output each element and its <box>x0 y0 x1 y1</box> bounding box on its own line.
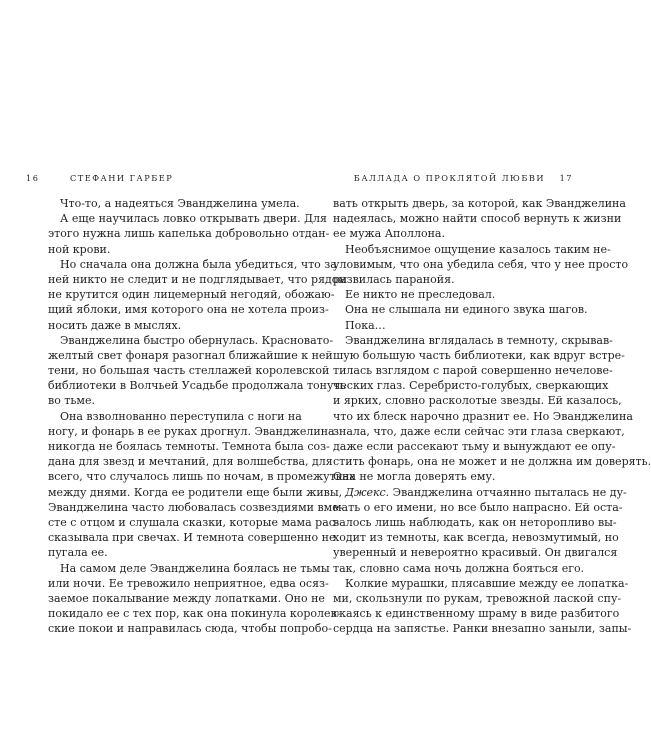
text-line: или ночи. Ее тревожило неприятное, едва осяз- <box>48 576 329 590</box>
text-line: знала, что, даже если сейчас эти глаза сверкают, <box>333 424 625 438</box>
text-line: Эванджелина быстро обернулась. Красновато- <box>60 333 334 347</box>
text-line: Что-то, а надеяться Эванджелина умела. <box>60 197 300 210</box>
text-line: тени, но большая часть стеллажей королевской <box>48 364 330 378</box>
text-line: во тьме. <box>48 394 95 408</box>
text-line: что их блеск нарочно дразнит ее. Но Эванджелина <box>333 409 633 423</box>
text-line: Эванджелина часто любовалась созвездиями вме- <box>48 500 343 514</box>
text-line: библиотеки в Волчьей Усадьбе продолжала тонуть <box>48 379 346 393</box>
text-line: Колкие мурашки, плясавшие между ее лопатка- <box>345 576 629 590</box>
text-line: сердца на запястье. Ранки внезапно заныли, запы- <box>333 622 632 636</box>
text-line: всего, что случалось лишь по ночам, в промежутках <box>48 470 356 484</box>
text-line: даже если рассекают тьму и вынуждают ее опу- <box>333 440 616 453</box>
text-line: уверенный и невероятно красивый. Он двигался <box>333 546 618 560</box>
text-line: этого нужна лишь капелька добровольно отдан- <box>48 227 330 241</box>
text-line: пугала ее. <box>48 546 108 560</box>
text-line: А еще научилась ловко открывать двери. Для <box>60 212 327 226</box>
text-line: сте с отцом и слушала сказки, которые мама рас- <box>48 515 339 529</box>
text-line: Пока… <box>345 318 386 332</box>
text-line: щий яблоки, имя которого она не хотела произ- <box>48 303 329 317</box>
running-head-book-title: БАЛЛАДА О ПРОКЛЯТОЙ ЛЮБВИ <box>353 173 545 183</box>
text-line: тилась взглядом с парой совершенно нечелове- <box>333 364 613 378</box>
text-line: надеялась, можно найти способ вернуть к жизни <box>333 212 622 226</box>
text-line: не крутится один лицемерный негодяй, обожаю- <box>48 288 335 302</box>
text-line: Она не могла доверять ему. <box>333 470 496 484</box>
text-line: валось лишь наблюдать, как он неторопливо вы- <box>333 515 617 529</box>
text-line: мать о его имени, но все было напрасно. Ей оста- <box>333 500 623 514</box>
text-line: Но сначала она должна была убедиться, что за <box>60 257 337 271</box>
text-line: ее мужа Аполлона. <box>333 227 445 241</box>
text-line: уловимым, что она убедила себя, что у нее просто <box>333 257 629 271</box>
text-line: желтый свет фонаря разогнал ближайшие к ней <box>48 348 333 362</box>
text-line: Ее никто не преследовал. <box>345 288 496 302</box>
text-line: заемое покалывание между лопатками. Оно не <box>48 591 325 605</box>
text-line: ней никто не следит и не подглядывает, что рядом <box>48 272 347 286</box>
text-line: никогда не боялась темноты. Темнота была соз- <box>48 440 330 453</box>
right-page <box>300 0 651 750</box>
text-line: Джекс. Эванджелина отчаянно пыталась не ду- <box>345 485 627 499</box>
text-line: скаясь к единственному шраму в виде разбитого <box>333 607 620 621</box>
text-line: ческих глаз. Серебристо-голубых, сверкающих <box>333 379 609 393</box>
text-line: Необъяснимое ощущение казалось таким не- <box>345 242 611 256</box>
text-line: сказывала при свечах. И темнота совершенно не <box>48 531 336 545</box>
text-line: Она взволнованно переступила с ноги на <box>60 409 302 423</box>
running-head-author: СТЕФАНИ ГАРБЕР <box>70 173 174 183</box>
text-line: Она не слышала ни единого звука шагов. <box>345 303 588 317</box>
text-line: и ярких, словно расколотые звезды. Ей казалось, <box>333 394 622 408</box>
text-line: ские покои и направилась сюда, чтобы попробо- <box>48 622 332 636</box>
text-line: вать открыть дверь, за которой, как Эванджелина <box>333 197 626 210</box>
text-line: шую большую часть библиотеки, как вдруг встре- <box>333 348 625 362</box>
text-line: ходит из темноты, как всегда, невозмутимый, но <box>333 531 619 545</box>
text-line: ногу, и фонарь в ее руках дрогнул. Эванджелина <box>48 424 335 438</box>
text-line: стить фонарь, она не может и не должна им доверять. <box>333 455 651 469</box>
text-line: носить даже в мыслях. <box>48 318 182 332</box>
text-line: между днями. Когда ее родители еще были живы, <box>48 485 343 499</box>
text-line: дана для звезд и мечтаний, для волшебства, для <box>48 455 333 469</box>
text-line: ми, скользнули по рукам, тревожной лаской спу- <box>333 591 622 605</box>
text-line: покидало ее с тех пор, как она покинула королев- <box>48 607 341 621</box>
page-number: 16 <box>26 173 40 183</box>
text-line: На самом деле Эванджелина боялась не тьмы <box>60 561 330 575</box>
left-body-text <box>48 196 356 636</box>
page-number: 17 <box>559 173 573 183</box>
right-body-text <box>333 196 651 636</box>
text-line: развилась паранойя. <box>333 272 455 286</box>
text-line: Эванджелина вглядалась в темноту, скрывав- <box>345 333 613 347</box>
text-line: ной крови. <box>48 242 111 256</box>
text-line: так, словно сама ночь должна бояться его. <box>333 561 585 575</box>
